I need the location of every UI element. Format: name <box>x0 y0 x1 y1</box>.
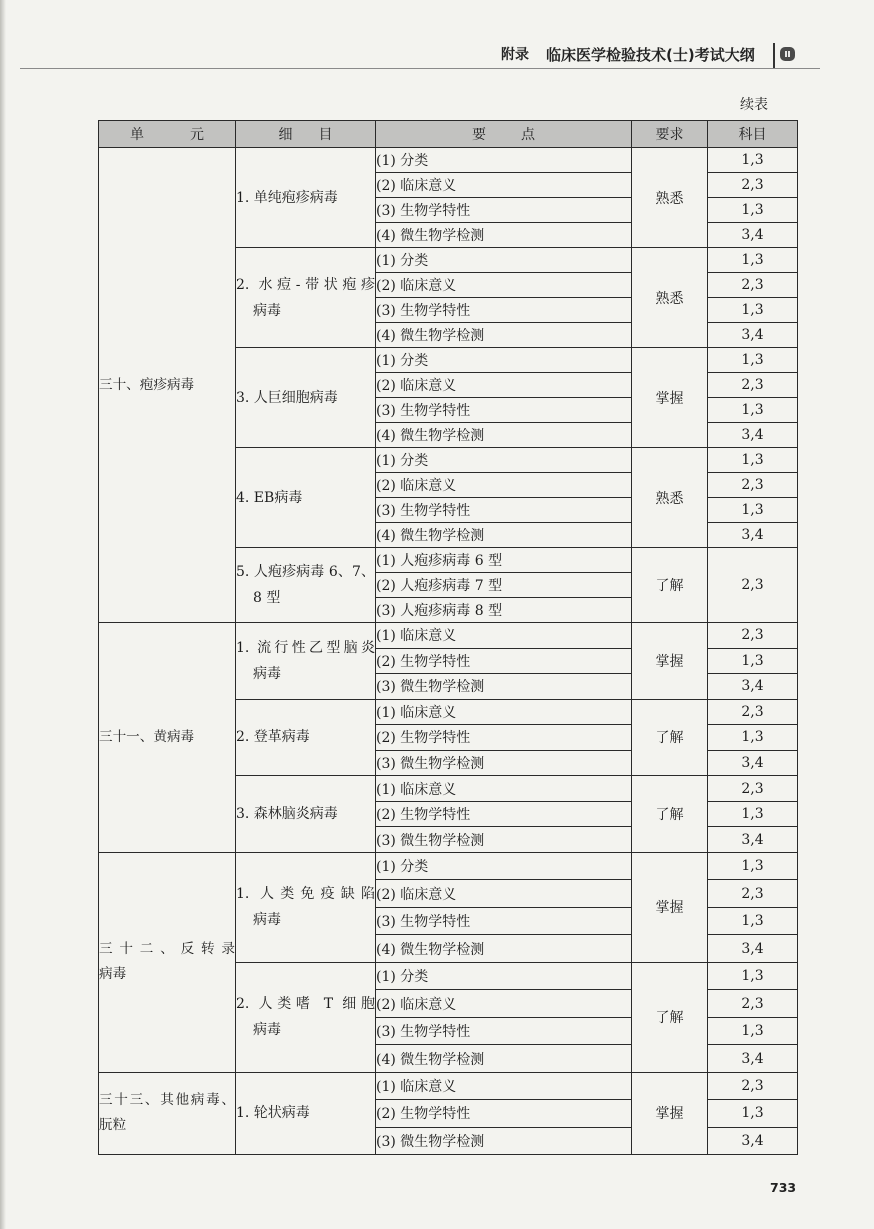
subject-cell: 2,3 <box>708 373 798 398</box>
subject-cell: 1,3 <box>708 725 798 751</box>
header-divider <box>773 43 775 68</box>
table-header-row <box>99 121 798 148</box>
item-cell <box>236 776 376 853</box>
requirement-cell: 了解 <box>632 776 708 853</box>
unit-cell <box>99 148 236 623</box>
point-cell: (1) 临床意义 <box>376 623 632 649</box>
table-header <box>99 121 798 148</box>
subject-cell: 1,3 <box>708 852 798 880</box>
col-header-requirement <box>632 121 708 148</box>
subject-cell: 1,3 <box>708 801 798 827</box>
subject-cell: 3,4 <box>708 827 798 853</box>
requirement-cell: 掌握 <box>632 348 708 448</box>
subject-cell: 1,3 <box>708 298 798 323</box>
point-cell: (2) 临床意义 <box>376 880 632 908</box>
col-header-point <box>376 121 632 148</box>
unit-cell <box>99 1072 236 1154</box>
running-header-title: 临床医学检验技术(士)考试大纲 <box>546 46 755 64</box>
subject-cell: 2,3 <box>708 880 798 908</box>
point-cell: (2) 人疱疹病毒 7 型 <box>376 573 632 598</box>
subject-cell: 1,3 <box>708 448 798 473</box>
requirement-cell: 了解 <box>632 548 708 623</box>
subject-cell: 2,3 <box>708 699 798 725</box>
point-cell: (3) 微生物学检测 <box>376 750 632 776</box>
unit-name-line: 三十三、其他病毒、 <box>99 1092 235 1109</box>
point-cell: (4) 微生物学检测 <box>376 223 632 248</box>
subject-cell: 3,4 <box>708 1045 798 1073</box>
item-name-line: 病毒 <box>253 302 281 319</box>
subject-cell: 2,3 <box>708 473 798 498</box>
subject-cell: 2,3 <box>708 173 798 198</box>
subject-cell: 1,3 <box>708 907 798 935</box>
point-cell: (3) 生物学特性 <box>376 198 632 223</box>
unit-name-line: 朊粒 <box>99 1117 127 1134</box>
col-header-unit-label: 单元 <box>130 127 250 143</box>
subject-cell: 1,3 <box>708 348 798 373</box>
point-cell: (1) 临床意义 <box>376 776 632 802</box>
item-cell <box>236 448 376 548</box>
subject-cell: 3,4 <box>708 223 798 248</box>
point-cell: (3) 人疱疹病毒 8 型 <box>376 598 632 623</box>
col-header-item-label: 细目 <box>278 127 359 143</box>
subject-cell: 1,3 <box>708 248 798 273</box>
unit-name-line: 三十一、黄病毒 <box>99 728 195 745</box>
point-cell: (2) 临床意义 <box>376 990 632 1018</box>
requirement-cell: 熟悉 <box>632 448 708 548</box>
point-cell: (3) 生物学特性 <box>376 498 632 523</box>
point-cell: (4) 微生物学检测 <box>376 423 632 448</box>
table-row <box>99 1072 798 1099</box>
point-cell: (2) 生物学特性 <box>376 1100 632 1127</box>
point-cell: (4) 微生物学检测 <box>376 323 632 348</box>
point-cell: (3) 微生物学检测 <box>376 1127 632 1154</box>
item-name-line: 1. 单纯疱疹病毒 <box>236 189 338 206</box>
subject-cell: 1,3 <box>708 648 798 674</box>
item-name-line: 1. 轮状病毒 <box>236 1105 310 1122</box>
item-name-line: 4. EB病毒 <box>236 489 303 506</box>
point-cell: (1) 分类 <box>376 448 632 473</box>
item-name-line: 8 型 <box>253 590 281 606</box>
point-cell: (2) 临床意义 <box>376 473 632 498</box>
point-cell: (2) 生物学特性 <box>376 648 632 674</box>
subject-cell: 1,3 <box>708 498 798 523</box>
col-header-subject-label: 科目 <box>738 127 767 143</box>
subject-cell: 2,3 <box>708 623 798 649</box>
requirement-cell: 熟悉 <box>632 148 708 248</box>
point-cell: (4) 微生物学检测 <box>376 1045 632 1073</box>
subject-cell: 2,3 <box>708 776 798 802</box>
running-header-section: 附录 <box>501 47 529 63</box>
point-cell: (3) 微生物学检测 <box>376 674 632 700</box>
unit-name-line: 病毒 <box>99 966 127 983</box>
subject-cell: 3,4 <box>708 674 798 700</box>
subject-cell: 1,3 <box>708 1017 798 1045</box>
item-name-line: 2. 登革病毒 <box>236 729 310 746</box>
point-cell: (4) 微生物学检测 <box>376 935 632 963</box>
item-cell <box>236 348 376 448</box>
point-cell: (2) 生物学特性 <box>376 725 632 751</box>
subject-cell: 3,4 <box>708 750 798 776</box>
item-name-line: 2. 人类嗜 T 细胞 <box>236 996 375 1013</box>
subject-cell: 2,3 <box>708 990 798 1018</box>
unit-cell <box>99 852 236 1072</box>
point-cell: (1) 临床意义 <box>376 699 632 725</box>
unit-name-line: 三十、疱疹病毒 <box>99 376 195 393</box>
col-header-unit <box>99 121 250 148</box>
point-cell: (3) 生物学特性 <box>376 298 632 323</box>
item-name-line: 病毒 <box>253 912 281 929</box>
item-cell <box>236 623 376 700</box>
subject-cell: 3,4 <box>708 523 798 548</box>
subject-cell: 3,4 <box>708 423 798 448</box>
requirement-cell: 熟悉 <box>632 248 708 348</box>
col-header-point-label: 要点 <box>472 127 570 143</box>
item-name-line: 3. 森林脑炎病毒 <box>236 806 338 823</box>
subject-cell: 3,4 <box>708 323 798 348</box>
point-cell: (2) 临床意义 <box>376 373 632 398</box>
item-name-line: 1. 流行性乙型脑炎 <box>236 639 375 656</box>
scan-edge <box>0 0 6 1229</box>
table-row <box>99 852 798 880</box>
item-cell <box>236 699 376 776</box>
subject-cell: 2,3 <box>708 548 798 623</box>
item-cell <box>236 548 376 623</box>
subject-cell: 1,3 <box>708 1100 798 1127</box>
point-cell: (1) 临床意义 <box>376 1072 632 1099</box>
page-number: 733 <box>770 1180 797 1195</box>
table-body <box>99 148 798 1155</box>
item-cell <box>236 852 376 962</box>
subject-cell: 1,3 <box>708 148 798 173</box>
subject-cell: 1,3 <box>708 198 798 223</box>
subject-cell: 1,3 <box>708 962 798 990</box>
item-name-line: 3. 人巨细胞病毒 <box>236 389 338 406</box>
header-rule <box>20 68 820 69</box>
requirement-cell: 了解 <box>632 962 708 1072</box>
subject-cell: 3,4 <box>708 1127 798 1154</box>
item-name-line: 病毒 <box>253 1022 281 1039</box>
point-cell: (3) 生物学特性 <box>376 907 632 935</box>
table-row <box>99 148 798 173</box>
point-cell: (2) 生物学特性 <box>376 801 632 827</box>
point-cell: (3) 微生物学检测 <box>376 827 632 853</box>
point-cell: (1) 分类 <box>376 962 632 990</box>
subject-cell: 3,4 <box>708 935 798 963</box>
unit-cell <box>99 623 236 853</box>
item-cell <box>236 1072 376 1154</box>
requirement-cell: 掌握 <box>632 852 708 962</box>
requirement-cell: 掌握 <box>632 1072 708 1154</box>
point-cell: (1) 人疱疹病毒 6 型 <box>376 548 632 573</box>
point-cell: (2) 临床意义 <box>376 273 632 298</box>
point-cell: (1) 分类 <box>376 248 632 273</box>
item-cell <box>236 148 376 248</box>
point-cell: (3) 生物学特性 <box>376 398 632 423</box>
col-header-item <box>236 121 376 148</box>
point-cell: (1) 分类 <box>376 852 632 880</box>
item-name-line: 2. 水痘-带状疱疹 <box>236 276 375 293</box>
continued-label: 续表 <box>740 97 768 113</box>
subject-cell: 1,3 <box>708 398 798 423</box>
syllabus-table <box>98 120 798 1155</box>
chapter-marker-icon <box>780 47 795 61</box>
unit-name-line: 三十二、反转录 <box>99 941 235 958</box>
col-header-subject <box>708 121 798 148</box>
subject-cell: 2,3 <box>708 1072 798 1099</box>
col-header-requirement-label: 要求 <box>655 127 684 143</box>
item-name-line: 病毒 <box>253 665 281 682</box>
item-name-line: 1. 人类免疫缺陷 <box>236 886 375 903</box>
point-cell: (2) 临床意义 <box>376 173 632 198</box>
item-cell <box>236 962 376 1072</box>
item-cell <box>236 248 376 348</box>
requirement-cell: 了解 <box>632 699 708 776</box>
item-name-line: 5. 人疱疹病毒 6、7、 <box>236 564 375 580</box>
point-cell: (3) 生物学特性 <box>376 1017 632 1045</box>
point-cell: (1) 分类 <box>376 348 632 373</box>
requirement-cell: 掌握 <box>632 623 708 700</box>
subject-cell: 2,3 <box>708 273 798 298</box>
table-row <box>99 623 798 649</box>
point-cell: (4) 微生物学检测 <box>376 523 632 548</box>
point-cell: (1) 分类 <box>376 148 632 173</box>
